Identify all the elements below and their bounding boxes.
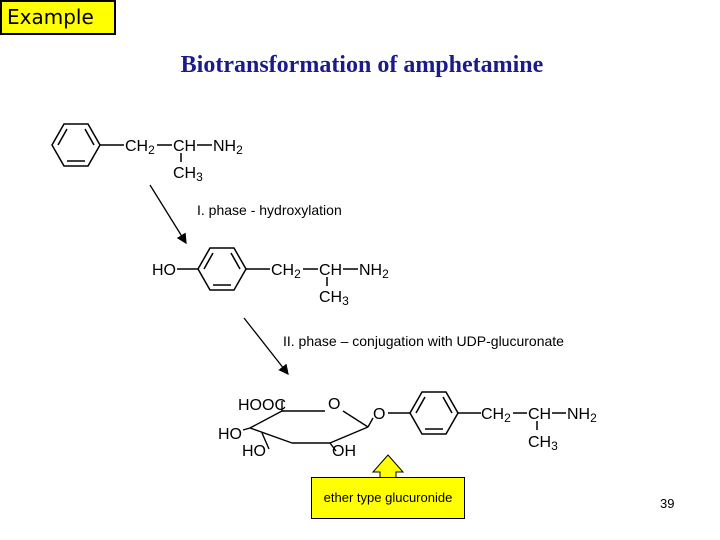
ch-group: CH	[173, 138, 197, 155]
phase1-arrow	[150, 185, 186, 243]
ho-group: HO	[152, 262, 176, 279]
nh2-group: NH2	[213, 138, 243, 157]
ring-oxygen: O	[328, 396, 341, 413]
ho-left-group: HO	[218, 426, 242, 443]
ho-bottom-group: HO	[242, 443, 266, 460]
hydroxyamphetamine-structure	[152, 248, 389, 308]
ch3-group: CH3	[319, 289, 349, 308]
slide-title: Biotransformation of amphetamine	[180, 52, 544, 78]
ether-glucuronide-callout: ether type glucuronide	[311, 477, 465, 519]
amphetamine-structure	[52, 124, 243, 184]
hooc-group: HOOC	[238, 397, 286, 414]
phase2-label: II. phase – conjugation with UDP-glucuronate	[283, 333, 564, 349]
oh-group: OH	[332, 443, 356, 460]
ch3-group: CH3	[528, 434, 558, 453]
phase1-label: I. phase - hydroxylation	[197, 202, 342, 218]
callout-arrow	[373, 455, 403, 479]
ch2-group: CH2	[271, 262, 301, 281]
phase2-arrow	[244, 318, 288, 374]
ch-group: CH	[528, 406, 552, 423]
ch3-group: CH3	[173, 165, 203, 184]
glucuronide-structure	[218, 392, 597, 460]
ch-group: CH	[319, 262, 343, 279]
ch2-group: CH2	[125, 138, 155, 157]
ch2-group: CH2	[481, 406, 511, 425]
nh2-group: NH2	[567, 406, 597, 425]
page-number: 39	[660, 496, 675, 511]
ether-oxygen: O	[373, 406, 386, 423]
nh2-group: NH2	[359, 262, 389, 281]
example-tag: Example	[0, 0, 116, 35]
